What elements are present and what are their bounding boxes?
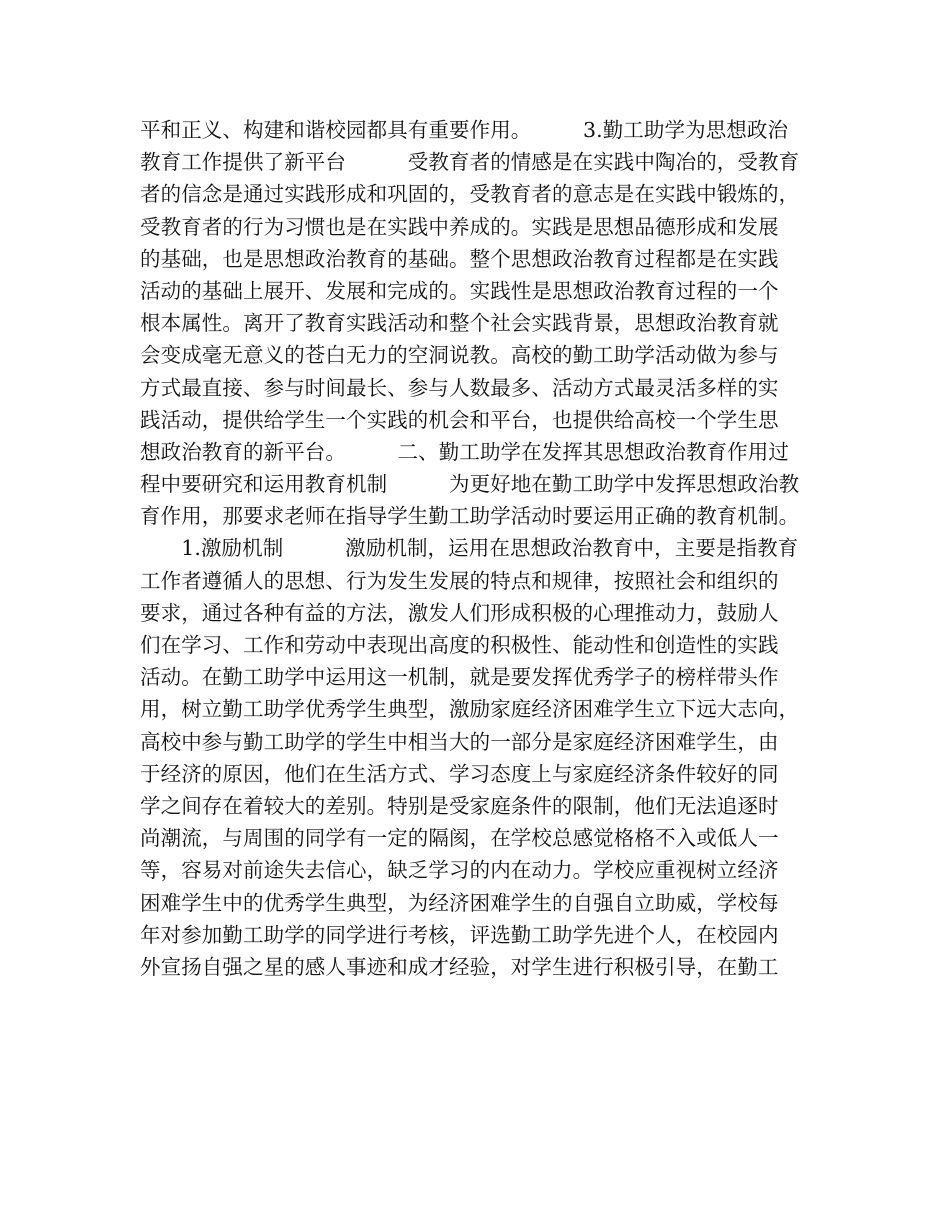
text-line: 1.激励机制 激励机制，运用在思想政治教育中，主要是指教育: [140, 536, 799, 561]
text-line: 尚潮流，与周围的同学有一定的隔阂，在学校总感觉格格不入或低人一: [140, 826, 779, 851]
text-line: 活动。在勤工助学中运用这一机制，就是要发挥优秀学子的榜样带头作: [140, 665, 779, 690]
text-line: 践活动，提供给学生一个实践的机会和平台，也提供给高校一个学生思: [140, 407, 779, 432]
body-text: [140, 114, 830, 983]
text-line: 活动的基础上展开、发展和完成的。实践性是思想政治教育过程的一个: [140, 278, 779, 303]
text-line: 者的信念是通过实践形成和巩固的，受教育者的意志是在实践中锻炼的，: [140, 182, 800, 207]
text-line: 平和正义、构建和谐校园都具有重要作用。 3.勤工助学为思想政治: [140, 118, 789, 142]
text-line: 们在学习、工作和劳动中表现出高度的积极性、能动性和创造性的实践: [140, 633, 779, 657]
text-line: 高校中参与勤工助学的学生中相当大的一部分是家庭经济困难学生，由: [140, 729, 779, 754]
text-line: 育作用，那要求老师在指导学生勤工助学活动时要运用正确的教育机制。: [140, 504, 800, 529]
text-line: 困难学生中的优秀学生典型，为经济困难学生的自强自立助威，学校每: [140, 890, 779, 915]
text-line: 会变成毫无意义的苍白无力的空洞说教。高校的勤工助学活动做为参与: [140, 343, 779, 368]
text-line: 等，容易对前途失去信心，缺乏学习的内在动力。学校应重视树立经济: [140, 858, 779, 883]
text-line: 程中要研究和运用教育机制 为更好地在勤工助学中发挥思想政治教: [140, 472, 800, 497]
text-line: 要求，通过各种有益的方法，激发人们形成积极的心理推动力，鼓励人: [140, 600, 779, 625]
text-line: 外宣扬自强之星的感人事迹和成才经验，对学生进行积极引导，在勤工: [140, 954, 779, 979]
text-line: 的基础，也是思想政治教育的基础。整个思想政治教育过程都是在实践: [140, 246, 779, 271]
text-line: 方式最直接、参与时间最长、参与人数最多、活动方式最灵活多样的实: [140, 375, 779, 400]
text-line: 学之间存在着较大的差别。特别是受家庭条件的限制，他们无法追逐时: [140, 793, 779, 818]
text-line: 根本属性。离开了教育实践活动和整个社会实践背景，思想政治教育就: [140, 311, 779, 336]
text-line: 教育工作提供了新平台 受教育者的情感是在实践中陶冶的，受教育: [140, 150, 800, 175]
text-line: 工作者遵循人的思想、行为发生发展的特点和规律，按照社会和组织的: [140, 568, 779, 593]
text-line: 年对参加勤工助学的同学进行考核，评选勤工助学先进个人，在校园内: [140, 922, 779, 947]
text-line: 想政治教育的新平台。 二、勤工助学在发挥其思想政治教育作用过: [140, 439, 789, 464]
text-line: 受教育者的行为习惯也是在实践中养成的。实践是思想品德形成和发展: [140, 214, 779, 239]
text-line: 于经济的原因，他们在生活方式、学习态度上与家庭经济条件较好的同: [140, 761, 779, 786]
text-line: 用，树立勤工助学优秀学生典型，激励家庭经济困难学生立下远大志向，: [140, 697, 800, 722]
